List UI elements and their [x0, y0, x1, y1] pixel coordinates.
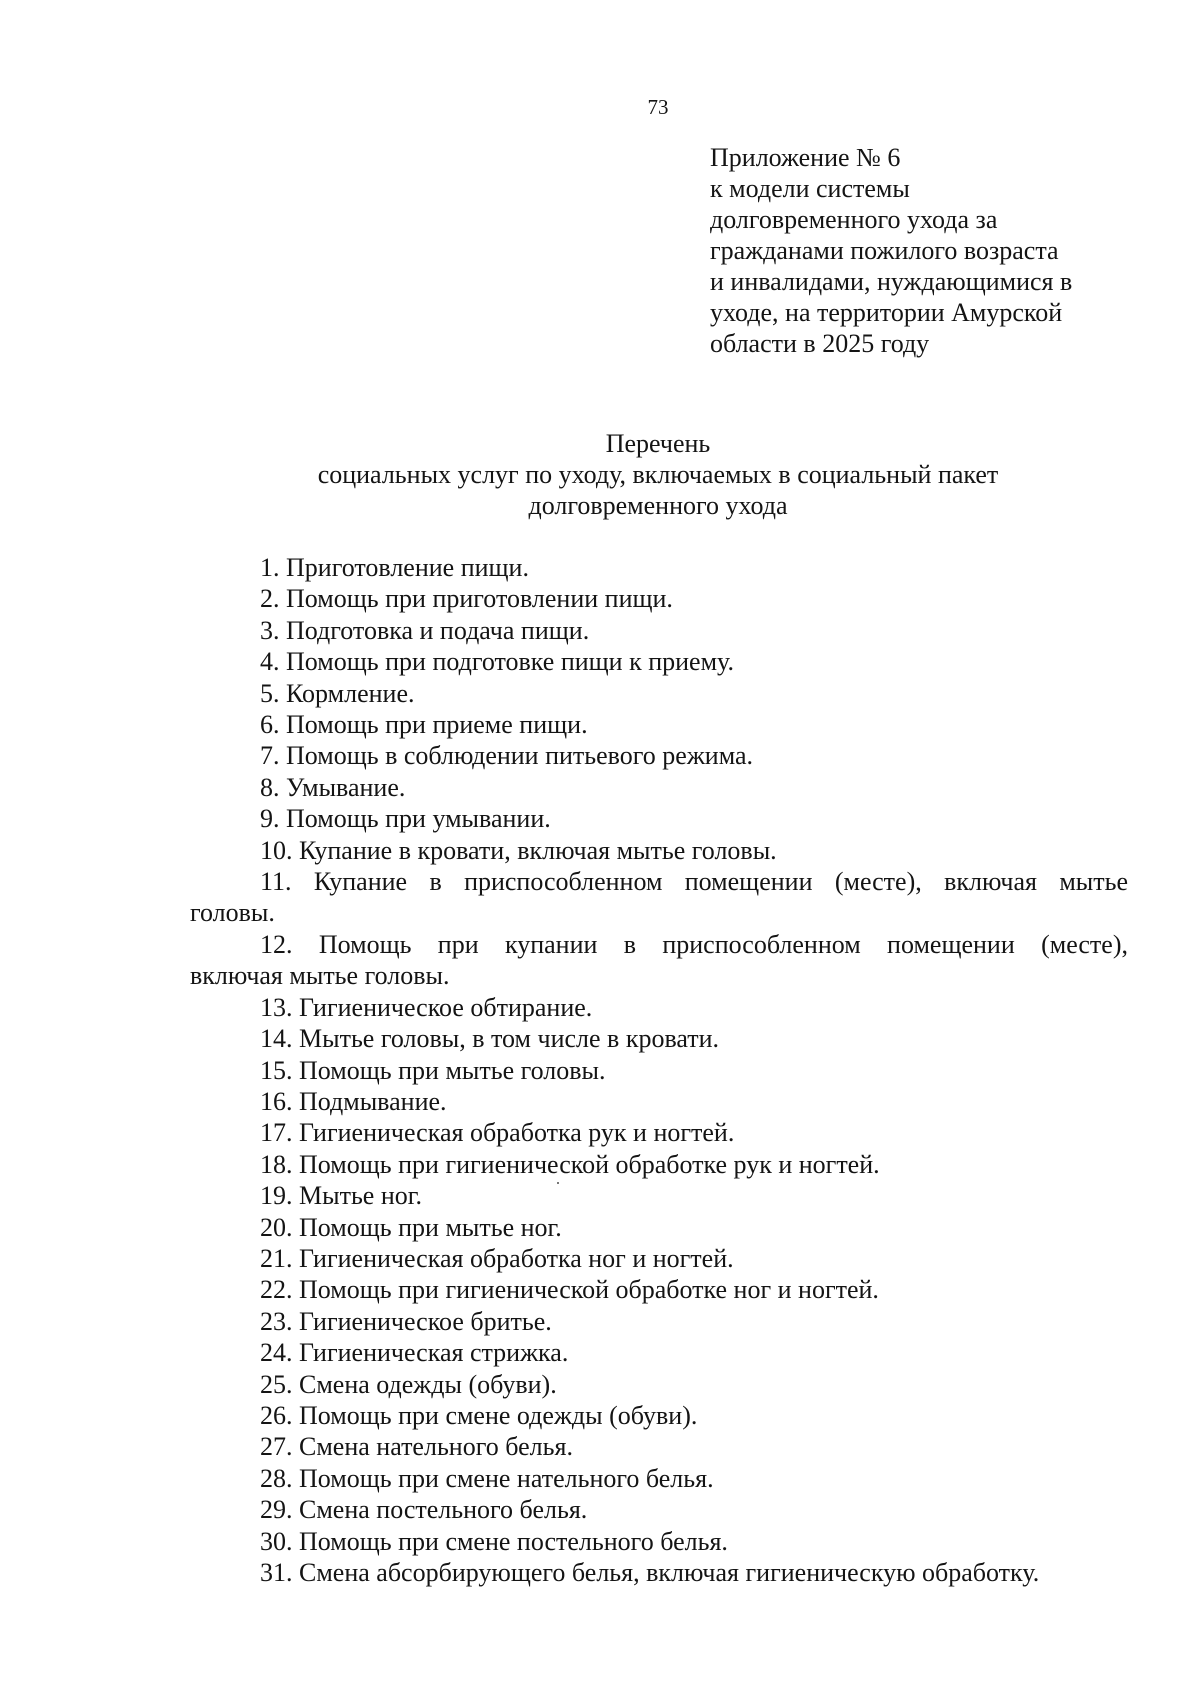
list-item: 15. Помощь при мытье головы. [260, 1055, 606, 1085]
appendix-line: гражданами пожилого возраста [710, 236, 1059, 265]
list-item: 19. Мытье ног. [260, 1181, 422, 1211]
list-item: 1. Приготовление пищи. [260, 553, 529, 582]
list-item: 4. Помощь при подготовке пищи к приему. [260, 647, 734, 677]
list-item: 13. Гигиеническое обтирание. [260, 992, 593, 1022]
list-item: 23. Гигиеническое бритье. [260, 1306, 552, 1336]
list-item: 5. Кормление. [260, 678, 415, 708]
list-item: 31. Смена абсорбирующего белья, включая гигиеническую обработку. [260, 1558, 1040, 1587]
list-item: 28. Помощь при смене нательного белья. [260, 1463, 714, 1493]
list-item [190, 866, 1128, 929]
scan-artifact [557, 1182, 559, 1184]
appendix-header [710, 142, 1150, 359]
list-item: 29. Смена постельного белья. [260, 1495, 588, 1525]
list-item-continuation: включая мытье головы. [190, 961, 450, 991]
list-item: 18. Помощь при гигиенической обработке рук и ногтей. [260, 1149, 880, 1179]
appendix-line: и инвалидами, нуждающимися в [710, 267, 1073, 296]
appendix-line: области в 2025 году [710, 329, 930, 358]
list-item-line: 12. Помощь при купании в приспособленном помещении (месте), [260, 929, 1128, 959]
list-item: 22. Помощь при гигиенической обработке ног и ногтей. [260, 1275, 879, 1305]
list-item: 21. Гигиеническая обработка ног и ногтей. [260, 1243, 734, 1273]
list-item: 17. Гигиеническая обработка рук и ногтей. [260, 1118, 735, 1148]
list-item: 16. Подмывание. [260, 1086, 447, 1116]
appendix-line: Приложение № 6 [710, 143, 901, 172]
list-item: 30. Помощь при смене постельного белья. [260, 1526, 728, 1556]
list-item: 24. Гигиеническая стрижка. [260, 1338, 569, 1368]
list-item: 2. Помощь при приготовлении пищи. [260, 584, 673, 614]
services-list [190, 552, 1128, 1588]
list-item: 25. Смена одежды (обуви). [260, 1369, 557, 1399]
title-line: долговременного ухода [528, 491, 788, 520]
list-item: 7. Помощь в соблюдении питьевого режима. [260, 741, 754, 771]
list-item-line: 11. Купание в приспособленном помещении (месте), включая мытье [260, 867, 1128, 897]
title-line: Перечень [605, 429, 711, 458]
list-item: 9. Помощь при умывании. [260, 804, 551, 834]
document-title [0, 428, 1200, 521]
list-item: 8. Умывание. [260, 772, 406, 802]
appendix-line: к модели системы [710, 174, 910, 203]
list-item: 14. Мытье головы, в том числе в кровати. [260, 1024, 720, 1054]
list-item: 27. Смена нательного белья. [260, 1432, 573, 1462]
list-item: 6. Помощь при приеме пищи. [260, 710, 588, 740]
list-item: 26. Помощь при смене одежды (обуви). [260, 1400, 698, 1430]
list-item [190, 929, 1128, 992]
list-item-continuation: головы. [190, 898, 275, 928]
list-item: 10. Купание в кровати, включая мытье головы. [260, 835, 777, 865]
list-item: 3. Подготовка и подача пищи. [260, 615, 590, 645]
title-line: социальных услуг по уходу, включаемых в социальный пакет [317, 460, 999, 489]
appendix-line: уходе, на территории Амурской [710, 298, 1063, 327]
appendix-line: долговременного ухода за [710, 205, 998, 234]
list-item: 20. Помощь при мытье ног. [260, 1212, 562, 1242]
page-number: 73 [647, 95, 669, 119]
